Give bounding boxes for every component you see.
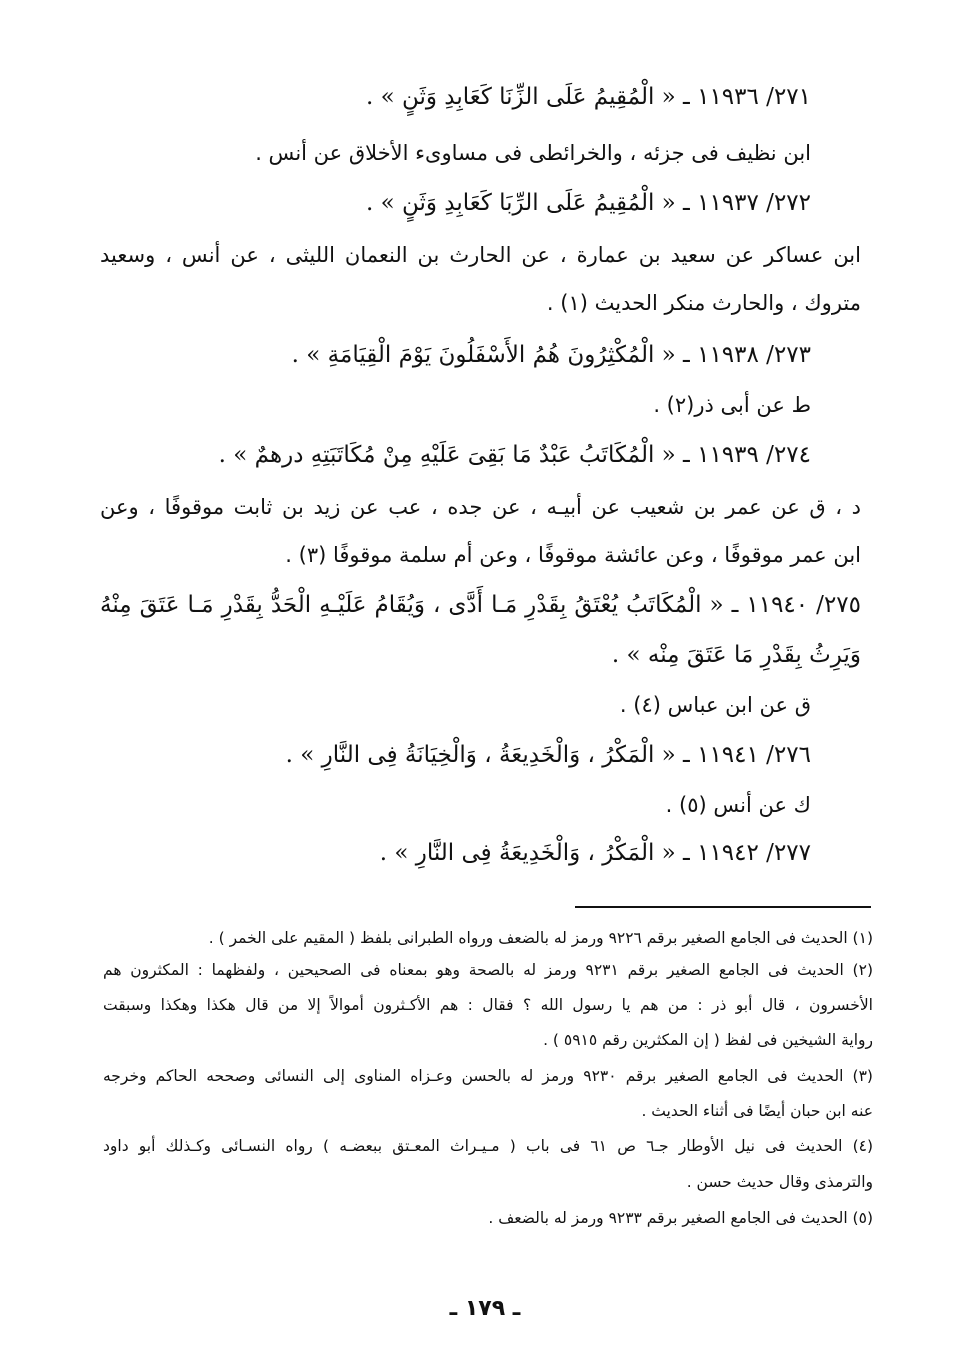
footnote-4-line-2: والترمذى وقال حديث حسن .: [686, 1173, 873, 1191]
hadith-275-line-1: ٢٧٥/ ١١٩٤٠ ـ « الْمُكَاتَبُ يُعْتَقُ بِقَدْرِ مَـا أَدَّى ، وَيُقَامُ عَلَيْـهِ الْحَدُّ بِقَدْرِ مَـا عَتَقَ مِنْهُ: [100, 592, 861, 618]
hadith-273: ٢٧٣/ ١١٩٣٨ ـ « الْمُكْثِرُونَ هُمُ الأَسْفَلُونَ يَوْمَ الْقِيَامَةِ » .: [291, 342, 811, 368]
footnote-5: (٥) الحديث فى الجامع الصغير برقم ٩٢٣٣ ورمز له بالضعف .: [488, 1209, 873, 1227]
hadith-272: ٢٧٢/ ١١٩٣٧ ـ « الْمُقِيمُ عَلَى الرِّبَا كَعَابِدِ وَثَنٍ » .: [365, 190, 811, 216]
source-273: ط عن أبى ذر(٢) .: [653, 393, 811, 417]
footnote-2-line-1: (٢) الحديث فى الجامع الصغير برقم ٩٢٣١ ورمز له بالصحة وهو بمعناه فى الصحيحين ، ولفظهما : المكثرون هم: [103, 961, 873, 979]
hadith-271: ٢٧١/ ١١٩٣٦ ـ « الْمُقِيمُ عَلَى الزِّنَا كَعَابِدِ وَثَنٍ » .: [365, 84, 811, 110]
source-272-line-2: متروك ، والحارث منكر الحديث (١) .: [546, 291, 861, 315]
hadith-275-line-2: وَيَرِثُ بِقَدْرِ مَا عَتَقَ مِنْه » .: [611, 642, 861, 668]
source-276: ك عن أنس (٥) .: [665, 793, 811, 817]
source-272-line-1: ابن عساكر عن سعيد بن عمارة ، عن الحارث بن النعمان الليثى ، عن أنس ، وسعيد: [100, 243, 861, 267]
hadith-274: ٢٧٤/ ١١٩٣٩ ـ « الْمُكَاتَبُ عَبْدٌ مَا بَقِىَ عَلَيْهِ مِنْ مُكَاتَبَتِهِ درهمٌ » .: [218, 442, 811, 468]
source-275: ق عن ابن عباس (٤) .: [619, 693, 811, 717]
footnote-2-line-2: الأخسرون ، قال أبو ذر : من هم يا رسول الله ؟ فقال : هم الأكـثرون أموالاً إلا من قال هكذا وهكذا وسبقت: [103, 996, 873, 1014]
footnote-2-line-3: رواية الشيخين فى لفظ ( إن المكثرين رقم ٥٩١٥ ) .: [543, 1031, 873, 1049]
source-271: ابن نظيف فى جزئه ، والخرائطى فى مساوىء الأخلاق عن أنس .: [255, 141, 811, 165]
footnote-divider: [575, 906, 871, 908]
hadith-277: ٢٧٧/ ١١٩٤٢ ـ « الْمَكْرُ ، وَالْخَدِيعَةُ فِى النَّارِ » .: [379, 840, 811, 866]
footnote-1: (١) الحديث فى الجامع الصغير برقم ٩٢٢٦ ورمز له بالضعف ورواه الطبرانى بلفظ ( المقيم على الخمر ) .: [208, 929, 873, 947]
footnote-3-line-1: (٣) الحديث فى الجامع الصغير برقم ٩٢٣٠ ورمز له بالحسن وعـزاه المناوى إلى النسائى وصححه الحاكم وخرجه: [103, 1067, 873, 1085]
source-274-line-2: ابن عمر موقوفًا ، وعن عائشة موقوفًا ، وعن أم سلمة موقوفًا (٣) .: [285, 543, 861, 567]
hadith-276: ٢٧٦/ ١١٩٤١ ـ « الْمَكْرُ ، وَالْخَدِيعَةُ ، وَالْخِيَانَةُ فِى النَّارِ » .: [285, 742, 811, 768]
footnote-4-line-1: (٤) الحديث فى نيل الأوطار جـ٦ ص ٦١ فى باب ( مـيـراث المعـتق ببعضـه ) رواه النسـائى وكـذلك أبو داود: [103, 1137, 874, 1155]
source-274-line-1: د ، ق عن عمر بن شعيب عن أبيـه ، عن جده ، عب عن زيد بن ثابت موقوفًا ، وعن: [100, 495, 861, 519]
page-number: ـ ١٧٩ ـ: [449, 1296, 521, 1321]
footnote-3-line-2: عنه ابن حبان أيضًا فى أثناء الحديث .: [641, 1102, 873, 1120]
